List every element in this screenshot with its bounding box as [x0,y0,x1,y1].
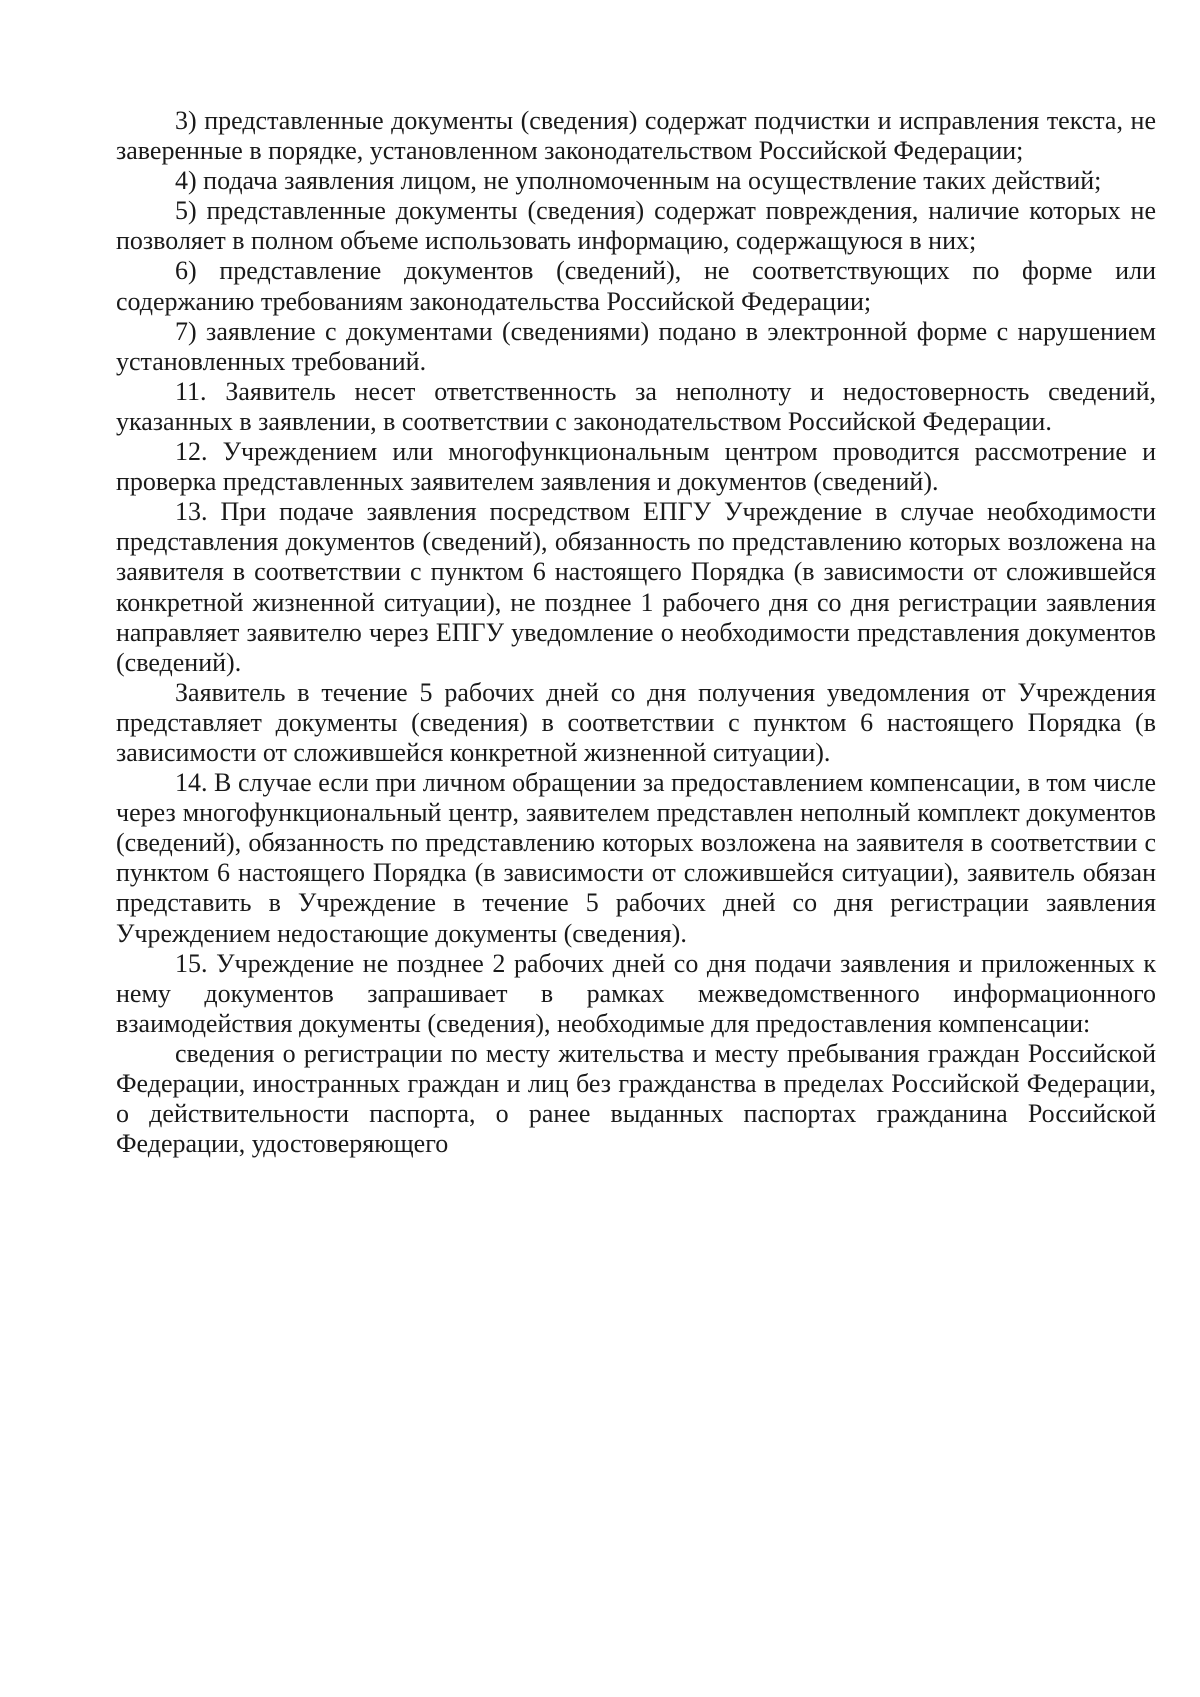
list-item-7: 7) заявление с документами (сведениями) подано в электронной форме с нарушением установленных требований. [116,316,1156,376]
list-item-6: 6) представление документов (сведений), не соответствующих по форме или содержанию требованиям законодательства Российской Федерации; [116,256,1156,316]
list-item-3: 3) представленные документы (сведения) содержат подчистки и исправления текста, не заверенные в порядке, установленном законодательством Российской Федерации; [116,106,1156,166]
clause-11: 11. Заявитель несет ответственность за неполноту и недостоверность сведений, указанных в заявлении, в соответствии с законодательством Российской Федерации. [116,376,1156,436]
list-item-5: 5) представленные документы (сведения) содержат повреждения, наличие которых не позволяет в полном объеме использовать информацию, содержащуюся в них; [116,196,1156,256]
clause-13-continuation: Заявитель в течение 5 рабочих дней со дня получения уведомления от Учреждения представляет документы (сведения) в соответствии с пунктом 6 настоящего Порядка (в зависимости от сложившейся конкретной жизненной ситуации). [116,677,1156,767]
document-body [116,106,1156,1159]
clause-13: 13. При подаче заявления посредством ЕПГУ Учреждение в случае необходимости представления документов (сведений), обязанность по представлению которых возложена на заявителя в соответствии с пунктом 6 настоящего Порядка (в зависимости от сложившейся конкретной жизненной ситуации), не позднее 1 рабочего дня со дня регистрации заявления направляет заявителю через ЕПГУ уведомление о необходимости представления документов (сведений). [116,497,1156,677]
clause-12: 12. Учреждением или многофункциональным центром проводится рассмотрение и проверка представленных заявителем заявления и документов (сведений). [116,437,1156,497]
list-item-4: 4) подача заявления лицом, не уполномоченным на осуществление таких действий; [175,166,1102,196]
clause-15-item: сведения о регистрации по месту жительства и месту пребывания граждан Российской Федерации, иностранных граждан и лиц без гражданства в пределах Российской Федерации, о действительности паспорта, о ранее выданных паспортах гражданина Российской Федерации, удостоверяющего [116,1038,1156,1159]
clause-15: 15. Учреждение не позднее 2 рабочих дней со дня подачи заявления и приложенных к нему документов запрашивает в рамках межведомственного информационного взаимодействия документы (сведения), необходимые для предоставления компенсации: [116,948,1156,1038]
clause-14: 14. В случае если при личном обращении за предоставлением компенсации, в том числе через многофункциональный центр, заявителем представлен неполный комплект документов (сведений), обязанность по представлению которых возложена на заявителя в соответствии с пунктом 6 настоящего Порядка (в зависимости от сложившейся ситуации), заявитель обязан представить в Учреждение в течение 5 рабочих дней со дня регистрации заявления Учреждением недостающие документы (сведения). [116,768,1156,948]
